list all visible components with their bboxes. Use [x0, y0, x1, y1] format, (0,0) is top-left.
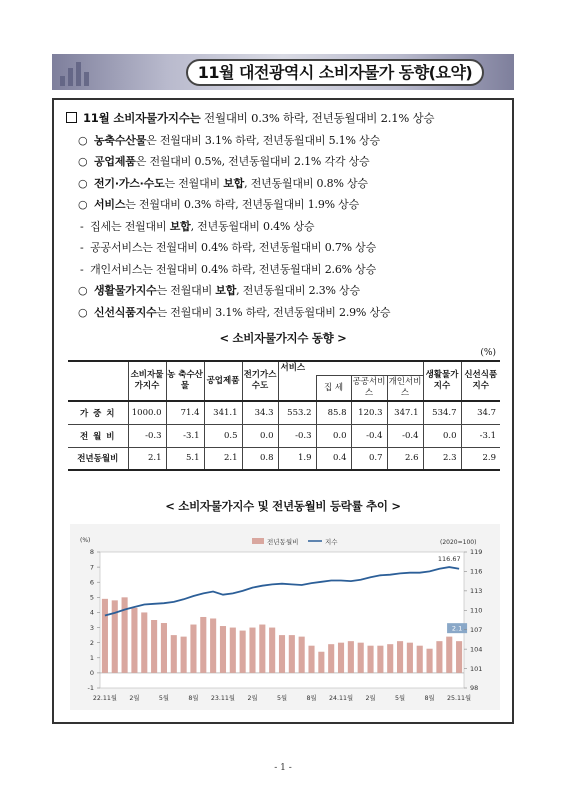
summary-item-label: 공업제품 — [94, 155, 136, 168]
summary-lead — [66, 108, 506, 130]
bar-yoy — [181, 637, 187, 673]
table-cell: 71.4 — [166, 401, 204, 424]
x-tick-label: 8월 — [424, 695, 435, 702]
bar-yoy — [456, 641, 462, 673]
x-tick-label: 2월 — [129, 695, 140, 702]
col-header-private: 개인서비스 — [387, 376, 423, 402]
table-cell: 0.0 — [316, 424, 351, 447]
chart-title: < 소비자물가지수 및 전년동월비 등락률 추이 > — [165, 499, 401, 513]
table-cell: 34.7 — [461, 401, 500, 424]
bar-yoy — [358, 643, 364, 673]
x-tick-label: 2월 — [365, 695, 376, 702]
table-cell: 2.9 — [461, 447, 500, 470]
summary-item-text: , 전년동월대비 2.3% 상승 — [236, 284, 360, 297]
cpi-chart-svg — [70, 524, 500, 710]
summary-item-text: 는 전월대비 0.4% 하락, 전년동월대비 0.7% 상승 — [142, 241, 377, 254]
bar-yoy — [387, 644, 393, 673]
bar-yoy — [141, 612, 147, 672]
y-right-tick-label: 107 — [470, 625, 483, 634]
y-right-tick-label: 116 — [470, 567, 483, 576]
dash-bullet-icon: - — [80, 219, 84, 233]
x-tick-label: 23.11월 — [210, 695, 236, 702]
bar-yoy — [190, 625, 196, 673]
col-header-living: 생활물가지수 — [423, 361, 461, 401]
y-right-tick-label: 101 — [470, 664, 483, 673]
table-cell: 534.7 — [423, 401, 461, 424]
table-cell: -0.3 — [128, 424, 166, 447]
x-tick-label: 8월 — [306, 695, 317, 702]
table-cell: 2.1 — [128, 447, 166, 470]
x-tick-label: 22.11월 — [92, 695, 117, 702]
table-cell: 2.6 — [387, 447, 423, 470]
circle-bullet-icon: ○ — [78, 155, 88, 168]
col-header-agri: 농 축수산물 — [166, 361, 204, 401]
table-cell: 1.9 — [278, 447, 316, 470]
page-title: 11월 대전광역시 소비자물가 동향(요약) — [186, 59, 484, 86]
table-cell: 0.0 — [242, 424, 278, 447]
summary-lead-text: 전월대비 0.3% 하락, 전년동월대비 2.1% 상승 — [200, 111, 435, 125]
col-header-industrial: 공업제품 — [204, 361, 242, 401]
bar-yoy — [348, 641, 354, 673]
bar-yoy — [328, 644, 334, 673]
bar-yoy — [102, 599, 108, 673]
summary-item — [66, 302, 506, 324]
y-right-tick-label: 110 — [470, 606, 483, 615]
bar-yoy — [397, 641, 403, 673]
table-cell: 0.0 — [423, 424, 461, 447]
summary-item-label: 개인서비스 — [90, 262, 143, 276]
index-data-label: 116.67 — [437, 555, 461, 564]
row-header-yoy: 전년동월비 — [68, 447, 128, 470]
table-cell: 34.3 — [242, 401, 278, 424]
bar-yoy — [427, 649, 433, 673]
summary-item-text: 는 전월대비 — [164, 176, 224, 190]
summary-lead-label: 11월 소비자물가지수는 — [83, 111, 201, 125]
table-cell: 2.3 — [423, 447, 461, 470]
table-cell: 347.1 — [387, 401, 423, 424]
row-header-mom: 전 월 비 — [68, 424, 128, 447]
y-right-tick-label: 113 — [470, 587, 483, 596]
y-left-tick-label: 1 — [89, 653, 94, 662]
table-cell: 0.5 — [204, 424, 242, 447]
col-header-rent: 집 세 — [316, 376, 351, 402]
bar-yoy — [240, 631, 246, 673]
checkbox-square-icon — [66, 112, 77, 123]
table-cell: -0.3 — [278, 424, 316, 447]
bar-yoy — [367, 646, 373, 673]
table-cell: 0.8 — [242, 447, 278, 470]
table-cell: 1000.0 — [128, 401, 166, 424]
bar-yoy — [200, 617, 206, 673]
table-cell: 120.3 — [351, 401, 387, 424]
table-title: < 소비자물가지수 동향 > — [219, 331, 347, 345]
circle-bullet-icon: ○ — [78, 284, 88, 297]
table-corner — [68, 361, 128, 401]
table-cell: 85.8 — [316, 401, 351, 424]
dash-bullet-icon: - — [80, 241, 84, 254]
summary-item-text: 는 전월대비 — [156, 284, 216, 297]
circle-bullet-icon: ○ — [78, 176, 88, 190]
x-tick-label: 25.11월 — [447, 695, 472, 702]
x-tick-label: 24.11월 — [328, 695, 354, 702]
table-cell: 0.4 — [316, 447, 351, 470]
page-number: - 1 - — [274, 763, 292, 773]
col-header-services: 서비스 — [278, 361, 423, 376]
bar-yoy — [210, 618, 216, 672]
col-header-public: 공공서비스 — [351, 376, 387, 402]
summary-item — [66, 151, 506, 173]
bar-yoy — [131, 608, 137, 673]
bar-yoy — [377, 646, 383, 673]
col-header-cpi: 소비자물가지수 — [128, 361, 166, 401]
bar-yoy — [220, 626, 226, 673]
bar-yoy — [417, 646, 423, 673]
bar-yoy — [318, 652, 324, 673]
chart-left-unit: (%) — [80, 537, 91, 544]
summary-item-text: 는 전월대비 0.4% 하락, 전년동월대비 2.6% 상승 — [142, 262, 377, 276]
summary-item-emphasis: 보합 — [169, 219, 191, 233]
summary-item-text: 는 전월대비 3.1% 하락, 전년동월대비 2.9% 상승 — [156, 305, 391, 319]
table-cell: 0.7 — [351, 447, 387, 470]
y-left-tick-label: 5 — [89, 593, 94, 602]
summary-subitem — [66, 216, 506, 238]
bar-yoy — [151, 620, 157, 673]
table-cell: -0.4 — [387, 424, 423, 447]
header-banner — [52, 54, 514, 90]
y-left-tick-label: 8 — [89, 548, 94, 557]
table-cell: -3.1 — [166, 424, 204, 447]
bar-yoy — [112, 600, 118, 673]
table-cell: 341.1 — [204, 401, 242, 424]
table-cell: 5.1 — [166, 447, 204, 470]
y-right-tick-label: 98 — [470, 684, 479, 693]
summary-item-emphasis: 보합 — [223, 176, 245, 190]
cpi-chart — [70, 524, 500, 710]
x-tick-label: 5월 — [276, 695, 288, 702]
table-cell: -3.1 — [461, 424, 500, 447]
summary-item-label: 공공서비스 — [90, 241, 143, 254]
y-right-tick-label: 119 — [470, 548, 483, 557]
table-cell: -0.4 — [351, 424, 387, 447]
y-left-tick-label: 6 — [89, 578, 94, 587]
legend-swatch-bar — [252, 538, 264, 544]
table-unit: (%) — [480, 348, 496, 358]
y-left-tick-label: 3 — [89, 623, 94, 632]
y-left-tick-label: 2 — [89, 638, 94, 647]
summary-section — [66, 108, 506, 323]
bar-yoy — [249, 628, 255, 673]
circle-bullet-icon: ○ — [78, 305, 88, 319]
bar-yoy — [161, 623, 167, 673]
summary-item-text: , 전년동월대비 0.4% 상승 — [190, 219, 315, 233]
content-frame — [52, 98, 514, 724]
summary-subitem — [66, 237, 506, 259]
y-left-tick-label: 0 — [89, 669, 94, 678]
legend-label-bar: 전년동월비 — [267, 538, 299, 546]
bar-yoy — [446, 637, 452, 673]
table-cell: 553.2 — [278, 401, 316, 424]
bar-yoy — [436, 641, 442, 673]
table-row — [68, 447, 500, 470]
summary-item — [66, 280, 506, 302]
x-tick-label: 2월 — [247, 695, 258, 702]
row-header-weight: 가 중 치 — [68, 401, 128, 424]
bar-yoy — [269, 628, 275, 673]
circle-bullet-icon: ○ — [78, 133, 88, 147]
summary-item-label: 농축수산물 — [94, 133, 147, 147]
summary-item-label: 집세 — [90, 219, 111, 233]
bar-yoy — [259, 625, 265, 673]
y-left-tick-label: 7 — [89, 563, 94, 572]
x-tick-label: 8월 — [188, 695, 199, 702]
bar-yoy — [299, 637, 305, 673]
summary-item-text: 은 전월대비 0.5%, 전년동월대비 2.1% 각각 상승 — [135, 155, 370, 168]
dash-bullet-icon: - — [80, 262, 84, 276]
col-header-utilities: 전기가스수도 — [242, 361, 278, 401]
bar-yoy — [279, 635, 285, 673]
cpi-table — [68, 360, 500, 471]
col-header-services-blank — [278, 376, 316, 402]
summary-subitem — [66, 259, 506, 281]
y-right-tick-label: 104 — [470, 645, 483, 654]
x-tick-label: 5월 — [395, 695, 406, 702]
bar-yoy — [289, 635, 295, 673]
bar-yoy — [230, 628, 236, 673]
summary-item-label: 신선식품지수 — [94, 305, 157, 319]
y-left-tick-label: -1 — [87, 684, 94, 693]
bar-data-label: 2.1 — [451, 624, 463, 633]
legend-label-line: 지수 — [325, 538, 338, 546]
summary-item-label: 전기·가스·수도 — [94, 176, 165, 190]
circle-bullet-icon: ○ — [78, 198, 88, 211]
col-header-fresh: 신선식품지수 — [461, 361, 500, 401]
summary-item-emphasis: 보합 — [215, 284, 237, 297]
summary-item — [66, 194, 506, 216]
summary-item — [66, 130, 506, 152]
x-tick-label: 5월 — [158, 695, 169, 702]
summary-item — [66, 173, 506, 195]
summary-item-label: 생활물가지수 — [94, 284, 157, 297]
bar-chart-icon — [60, 60, 96, 86]
bar-yoy — [407, 643, 413, 673]
summary-item-text: 는 전월대비 0.3% 하락, 전년동월대비 1.9% 상승 — [125, 198, 360, 211]
summary-item-text: 은 전월대비 3.1% 하락, 전년동월대비 5.1% 상승 — [146, 133, 380, 147]
bar-yoy — [308, 646, 314, 673]
chart-base-note: (2020=100) — [440, 539, 477, 546]
table-row — [68, 401, 500, 424]
bar-yoy — [338, 643, 344, 673]
table-cell: 2.1 — [204, 447, 242, 470]
y-left-tick-label: 4 — [89, 608, 94, 617]
summary-item-text: , 전년동월대비 0.8% 상승 — [244, 176, 368, 190]
summary-item-label: 서비스 — [94, 198, 126, 211]
table-row — [68, 424, 500, 447]
summary-item-text: 는 전월대비 — [110, 219, 170, 233]
bar-yoy — [171, 635, 177, 673]
